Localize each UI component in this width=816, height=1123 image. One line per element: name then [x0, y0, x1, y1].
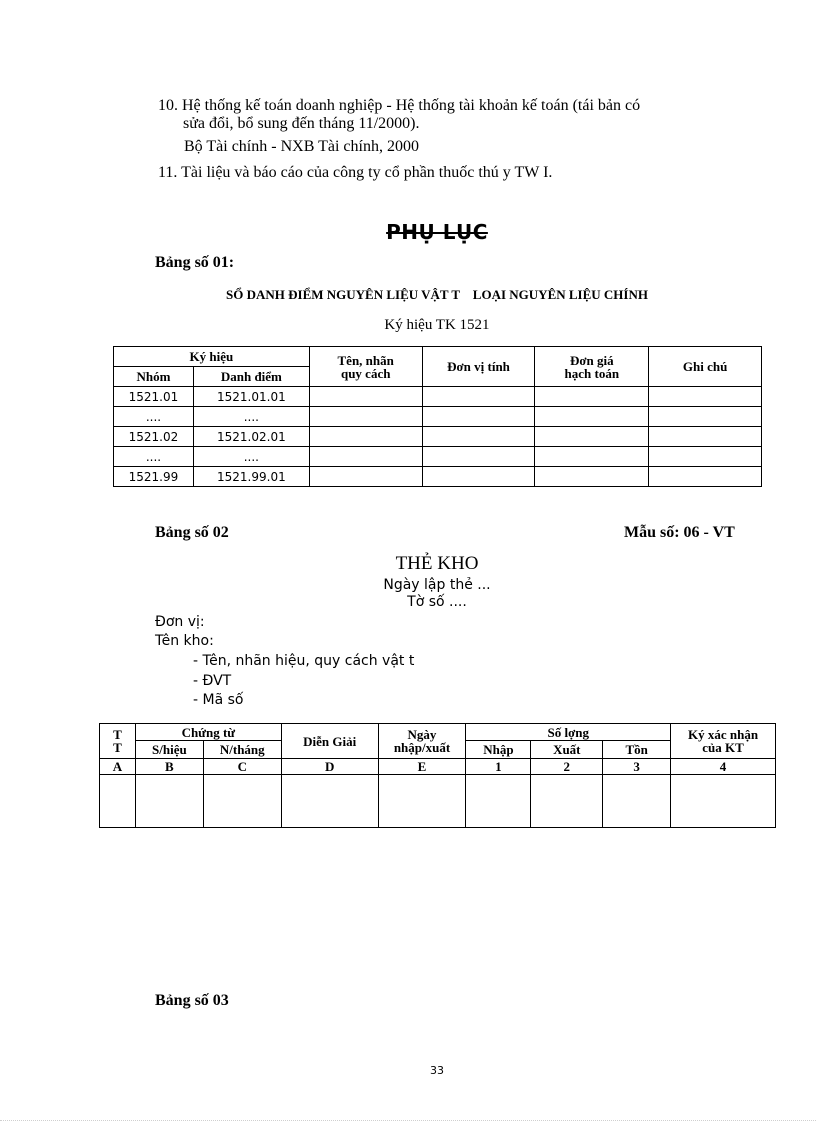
table-row [114, 407, 762, 427]
reference-10-line3: Bộ Tài chính - NXB Tài chính, 2000 [184, 138, 419, 155]
header-don-vi: Đơn vị tính [422, 347, 535, 387]
sheet-line: Tờ số .... [407, 594, 467, 610]
header-ky-line2: của KT [702, 740, 744, 755]
header-so-hieu: S/hiệu [135, 741, 203, 759]
code-cell: 1 [466, 759, 531, 775]
code-cell: E [378, 759, 466, 775]
header-ky-xac-nhan [671, 724, 776, 759]
the-kho-table [99, 723, 776, 828]
danh-diem-table [113, 346, 762, 487]
reference-10-line1: 10. Hệ thống kế toán doanh nghiệp - Hệ thống tài khoản kế toán (tái bản có [158, 97, 641, 114]
cell-danh-diem: 1521.02.01 [193, 427, 309, 447]
cell-danh-diem: 1521.99.01 [193, 467, 309, 487]
table1-label: Bảng số 01: [155, 254, 235, 271]
header-tt-line2: T [113, 740, 122, 755]
table2-label: Bảng số 02 [155, 524, 229, 541]
cell-danh-diem: 1521.01.01 [193, 387, 309, 407]
don-vi-label: Đơn vị: [155, 614, 205, 630]
cell-nhom: .... [114, 447, 194, 467]
header-ky-line1: Ký xác nhận [688, 727, 759, 742]
cell-nhom: .... [114, 407, 194, 427]
code-row [100, 759, 776, 775]
header-ky-hieu: Ký hiệu [114, 347, 310, 367]
table1-title: SỔ DANH ĐIỂM NGUYÊN LIỆU VẬT T LOẠI NGUYÊN LIỆU CHÍNH [226, 287, 648, 302]
reference-11: 11. Tài liệu và báo cáo của công ty cổ phần thuốc thú y TW I. [158, 164, 553, 181]
header-ton: Tồn [603, 741, 671, 759]
form-number: Mẫu số: 06 - VT [624, 524, 735, 541]
code-cell: C [203, 759, 281, 775]
header-don-gia-line2: hạch toán [564, 365, 620, 381]
header-ghi-chu: Ghi chú [649, 347, 762, 387]
date-line: Ngày lập thẻ ... [383, 577, 491, 593]
table-row [100, 775, 776, 828]
header-tt [100, 724, 136, 759]
item-dvt: - ĐVT [193, 673, 232, 689]
header-ngay-line1: Ngày [407, 727, 437, 742]
table-row [114, 447, 762, 467]
item-ma-so: - Mã số [193, 692, 244, 708]
header-dien-giai: Diễn Giải [281, 724, 378, 759]
header-ten-nhan [309, 347, 422, 387]
page-number: 33 [430, 1064, 444, 1077]
header-ten-line1: Tên, nhãn [337, 352, 394, 368]
appendix-title: PHỤ LỤC [386, 220, 488, 244]
cell-danh-diem: .... [193, 407, 309, 427]
header-ten-line2: quy cách [340, 365, 391, 381]
table1-subtitle: Ký hiệu TK 1521 [384, 317, 490, 333]
header-danh-diem: Danh điểm [193, 367, 309, 387]
code-cell: A [100, 759, 136, 775]
header-so-luong: Số lợng [466, 724, 671, 741]
header-nhom: Nhóm [114, 367, 194, 387]
reference-10-line2: sửa đổi, bổ sung đến tháng 11/2000). [183, 115, 420, 132]
header-nhap: Nhập [466, 741, 531, 759]
table3-label: Bảng số 03 [155, 992, 229, 1009]
table-row [114, 427, 762, 447]
code-cell: D [281, 759, 378, 775]
header-ngay-line2: nhập/xuất [393, 740, 451, 755]
cell-nhom: 1521.02 [114, 427, 194, 447]
header-chung-tu: Chứng từ [135, 724, 281, 741]
header-don-gia [535, 347, 649, 387]
table-row [114, 387, 762, 407]
code-cell: 2 [531, 759, 603, 775]
header-tt-line1: T [113, 727, 122, 742]
cell-nhom: 1521.99 [114, 467, 194, 487]
table-row [114, 467, 762, 487]
page-bottom-divider [0, 1120, 816, 1121]
cell-nhom: 1521.01 [114, 387, 194, 407]
code-cell: B [135, 759, 203, 775]
ten-kho-label: Tên kho: [155, 633, 214, 649]
header-ngay-thang: N/tháng [203, 741, 281, 759]
header-xuat: Xuất [531, 741, 603, 759]
cell-danh-diem: .... [193, 447, 309, 467]
header-ngay [378, 724, 466, 759]
code-cell: 4 [671, 759, 776, 775]
the-kho-title: THẺ KHO [395, 553, 479, 574]
header-don-gia-line1: Đơn giá [569, 352, 614, 368]
code-cell: 3 [603, 759, 671, 775]
item-ten-nhan: - Tên, nhãn hiệu, quy cách vật t [193, 653, 415, 669]
